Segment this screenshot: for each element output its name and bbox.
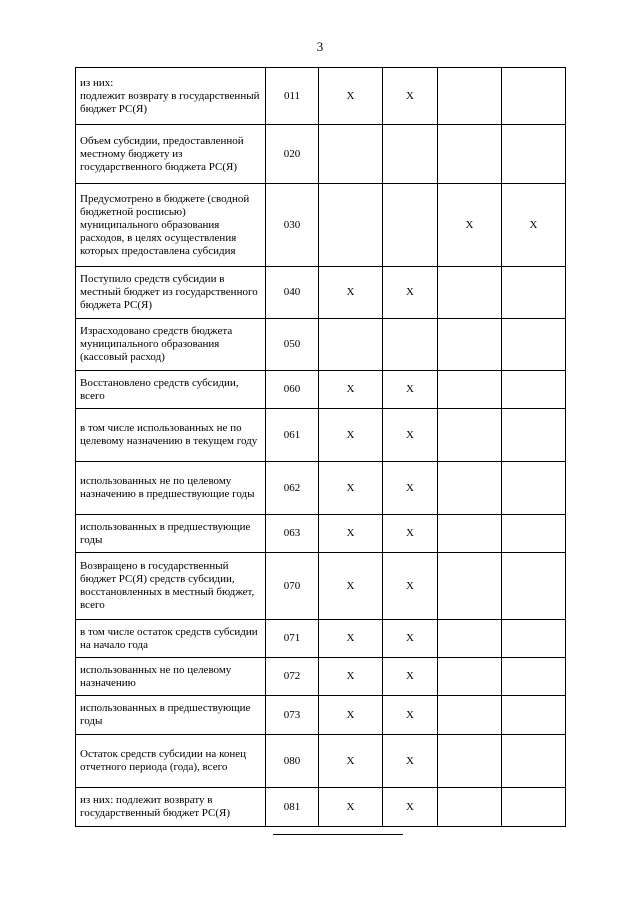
row-value-col-6 — [502, 515, 566, 553]
row-description: использованных не по целевому назначению в предшествующие годы — [76, 462, 266, 515]
row-value-col-6 — [502, 409, 566, 462]
row-code: 060 — [266, 371, 319, 409]
table-row — [76, 658, 566, 696]
row-value-col-3: X — [319, 788, 383, 827]
row-value-col-6 — [502, 462, 566, 515]
row-code: 072 — [266, 658, 319, 696]
row-value-col-4: X — [383, 68, 438, 125]
row-value-col-6 — [502, 371, 566, 409]
row-value-col-3: X — [319, 658, 383, 696]
row-value-col-3: X — [319, 68, 383, 125]
row-description: Поступило средств субсидии в местный бюджет из государственного бюджета РС(Я) — [76, 267, 266, 319]
row-description: Остаток средств субсидии на конец отчетного периода (года), всего — [76, 735, 266, 788]
row-description: из них: подлежит возврату в государственный бюджет РС(Я) — [76, 788, 266, 827]
row-value-col-6: X — [502, 184, 566, 267]
row-description: Израсходовано средств бюджета муниципального образования (кассовый расход) — [76, 319, 266, 371]
row-value-col-3: X — [319, 409, 383, 462]
table-row — [76, 462, 566, 515]
row-value-col-4: X — [383, 620, 438, 658]
table-row — [76, 515, 566, 553]
row-value-col-3: X — [319, 515, 383, 553]
row-code: 063 — [266, 515, 319, 553]
table-row — [76, 267, 566, 319]
row-value-col-3: X — [319, 371, 383, 409]
table-row — [76, 696, 566, 735]
row-value-col-4: X — [383, 371, 438, 409]
row-description: использованных не по целевому назначению — [76, 658, 266, 696]
row-code: 070 — [266, 553, 319, 620]
row-value-col-5 — [438, 68, 502, 125]
table-body — [76, 68, 566, 827]
row-value-col-5 — [438, 125, 502, 184]
row-value-col-6 — [502, 553, 566, 620]
table-row — [76, 788, 566, 827]
row-value-col-6 — [502, 68, 566, 125]
table-row — [76, 125, 566, 184]
row-value-col-4: X — [383, 658, 438, 696]
row-value-col-3 — [319, 184, 383, 267]
row-value-col-5 — [438, 267, 502, 319]
row-description: Возвращено в государственный бюджет РС(Я) средств субсидии, восстановленных в местный бюджет, всего — [76, 553, 266, 620]
row-value-col-4: X — [383, 696, 438, 735]
row-value-col-5 — [438, 462, 502, 515]
row-value-col-4: X — [383, 515, 438, 553]
row-code: 081 — [266, 788, 319, 827]
table-row — [76, 68, 566, 125]
row-code: 011 — [266, 68, 319, 125]
row-description: использованных в предшествующие годы — [76, 515, 266, 553]
row-value-col-5 — [438, 371, 502, 409]
row-value-col-6 — [502, 735, 566, 788]
row-value-col-3 — [319, 125, 383, 184]
row-value-col-5 — [438, 735, 502, 788]
row-value-col-4 — [383, 125, 438, 184]
row-description: из них: подлежит возврату в государственный бюджет РС(Я) — [76, 68, 266, 125]
row-value-col-3: X — [319, 735, 383, 788]
row-value-col-4: X — [383, 409, 438, 462]
row-value-col-3: X — [319, 462, 383, 515]
row-code: 061 — [266, 409, 319, 462]
row-value-col-5 — [438, 658, 502, 696]
row-value-col-5 — [438, 409, 502, 462]
row-value-col-5 — [438, 696, 502, 735]
row-value-col-6 — [502, 267, 566, 319]
row-value-col-4 — [383, 184, 438, 267]
row-value-col-6 — [502, 788, 566, 827]
row-value-col-4: X — [383, 735, 438, 788]
row-code: 073 — [266, 696, 319, 735]
row-value-col-6 — [502, 658, 566, 696]
row-code: 080 — [266, 735, 319, 788]
row-value-col-6 — [502, 620, 566, 658]
row-value-col-6 — [502, 125, 566, 184]
row-description: в том числе остаток средств субсидии на начало года — [76, 620, 266, 658]
table-row — [76, 735, 566, 788]
row-description: Восстановлено средств субсидии, всего — [76, 371, 266, 409]
row-description: использованных в предшествующие годы — [76, 696, 266, 735]
row-description: Объем субсидии, предоставленной местному бюджету из государственного бюджета РС(Я) — [76, 125, 266, 184]
row-value-col-4: X — [383, 267, 438, 319]
row-code: 071 — [266, 620, 319, 658]
row-value-col-3 — [319, 319, 383, 371]
row-code: 050 — [266, 319, 319, 371]
row-value-col-5: X — [438, 184, 502, 267]
table-row — [76, 319, 566, 371]
table-row — [76, 620, 566, 658]
row-value-col-4: X — [383, 462, 438, 515]
row-value-col-4: X — [383, 553, 438, 620]
row-code: 030 — [266, 184, 319, 267]
table-row — [76, 184, 566, 267]
row-code: 020 — [266, 125, 319, 184]
row-value-col-6 — [502, 696, 566, 735]
row-code: 062 — [266, 462, 319, 515]
table-row — [76, 371, 566, 409]
row-value-col-4 — [383, 319, 438, 371]
row-value-col-3: X — [319, 553, 383, 620]
row-description: в том числе использованных не по целевому назначению в текущем году — [76, 409, 266, 462]
row-value-col-3: X — [319, 696, 383, 735]
row-value-col-5 — [438, 620, 502, 658]
row-value-col-5 — [438, 515, 502, 553]
row-code: 040 — [266, 267, 319, 319]
row-value-col-3: X — [319, 267, 383, 319]
row-description: Предусмотрено в бюджете (сводной бюджетной росписью) муниципального образования расходов, в целях осуществления которых предоставлена субсидия — [76, 184, 266, 267]
row-value-col-5 — [438, 553, 502, 620]
row-value-col-6 — [502, 319, 566, 371]
row-value-col-5 — [438, 319, 502, 371]
subsidy-report-table — [75, 67, 566, 827]
row-value-col-5 — [438, 788, 502, 827]
row-value-col-3: X — [319, 620, 383, 658]
page-number: 3 — [316, 39, 324, 54]
table-row — [76, 553, 566, 620]
end-of-table-rule — [273, 834, 403, 835]
table-row — [76, 409, 566, 462]
row-value-col-4: X — [383, 788, 438, 827]
